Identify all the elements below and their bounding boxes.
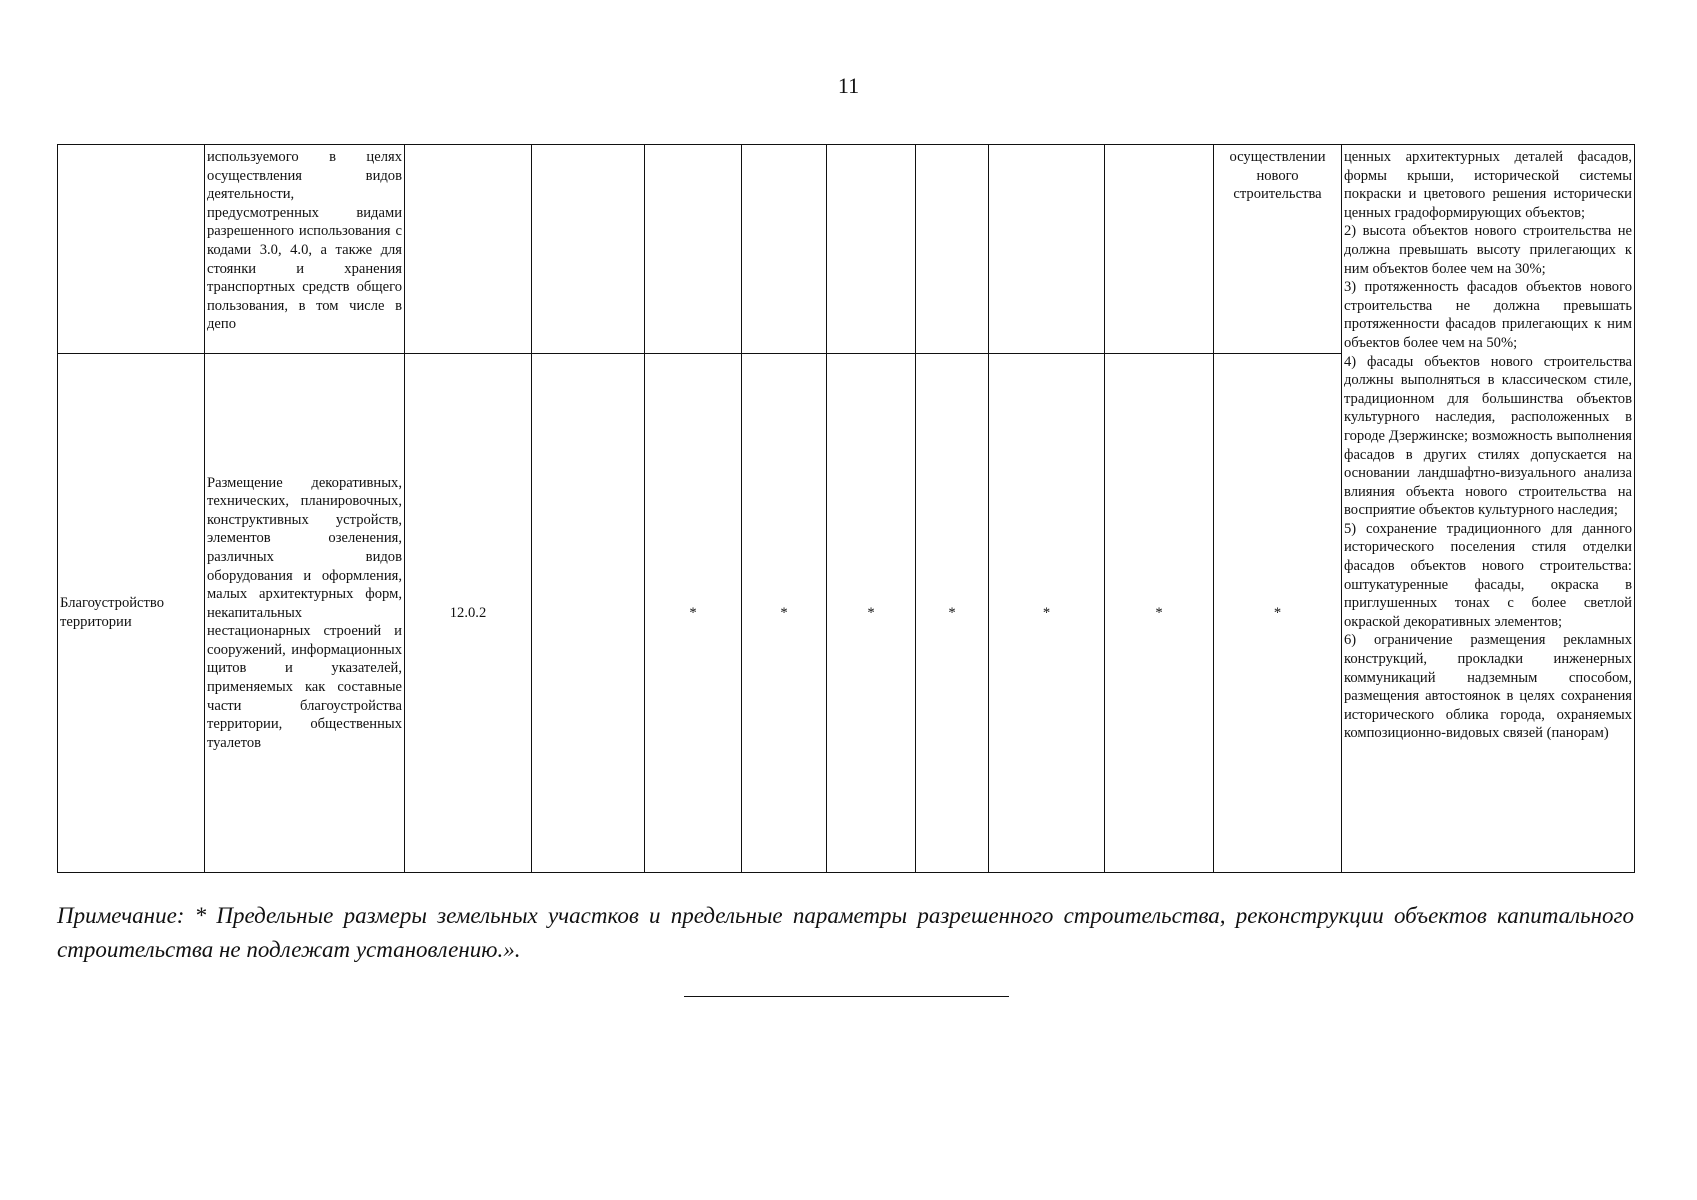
param-cell: * <box>827 354 916 873</box>
use-code-cell <box>405 145 532 354</box>
param-cell: * <box>916 354 989 873</box>
param-cell <box>645 145 742 354</box>
param-cell <box>742 145 827 354</box>
param-cell: * <box>645 354 742 873</box>
param-cell <box>916 145 989 354</box>
table-row <box>58 145 1635 354</box>
param-cell <box>532 145 645 354</box>
land-use-regulations-table <box>57 144 1635 873</box>
use-name-cell <box>58 145 205 354</box>
param-cell <box>989 145 1105 354</box>
param-cell: * <box>742 354 827 873</box>
param-cell <box>1105 145 1214 354</box>
use-code-cell: 12.0.2 <box>405 354 532 873</box>
closing-rule <box>684 996 1009 997</box>
param-cell <box>532 354 645 873</box>
restrictions-cell: ценных архитектурных деталей фасадов, формы крыши, исторической системы покраски и цветового решения исторически ценных градоформирующих объектов; 2) высота объектов нового строительства не должна превышать высоту прилегающих к ним объектов более чем на 30%; 3) протяженность фасадов объектов нового строительства не должна превышать протяженности фасадов прилегающих к ним объектов более чем на 50%; 4) фасады объектов нового строительства должны выполняться в классическом стиле, традиционном для большинства объектов культурного наследия, расположенных в городе Дзержинске; возможность выполнения фасадов в других стилях допускается на основании ландшафтно-визуального анализа влияния объекта нового строительства на восприятие объектов культурного наследия; 5) сохранение традиционного для данного исторического поселения стиля отделки фасадов объектов нового строительства: оштукатуренные фасады, окраска в приглушенных тонах с более светлой окраской декоративных элементов; 6) ограничение размещения рекламных конструкций, прокладки инженерных коммуникаций надземным способом, размещения автостоянок в целях сохранения исторического облика города, охраняемых композиционно-видовых связей (панорам) <box>1342 145 1635 873</box>
param-cell <box>827 145 916 354</box>
page-number: 11 <box>837 73 860 98</box>
use-description-cell: Размещение декоративных, технических, планировочных, конструктивных устройств, элементов озеленения, различных видов оборудования и оформления, малых архитектурных форм, некапитальных нестационарных строений и сооружений, информационных щитов и указателей, применяемых как составные части благоустройства территории, общественных туалетов <box>205 354 405 873</box>
param-cell: * <box>989 354 1105 873</box>
use-name-cell: Благоустройство территории <box>58 354 205 873</box>
param-cell: * <box>1105 354 1214 873</box>
conditions-cell: осуществлении нового строительства <box>1214 145 1342 354</box>
footnote: Примечание: * Предельные размеры земельных участков и предельные параметры разрешенного строительства, реконструкции объектов капитального строительства не подлежат установлению.». <box>57 903 1634 962</box>
param-cell: * <box>1214 354 1342 873</box>
use-description-cell: используемого в целях осуществления видов деятельности, предусмотренных видами разрешенного использования с кодами 3.0, 4.0, а также для стоянки и хранения транспортных средств общего пользования, в том числе в депо <box>205 145 405 354</box>
